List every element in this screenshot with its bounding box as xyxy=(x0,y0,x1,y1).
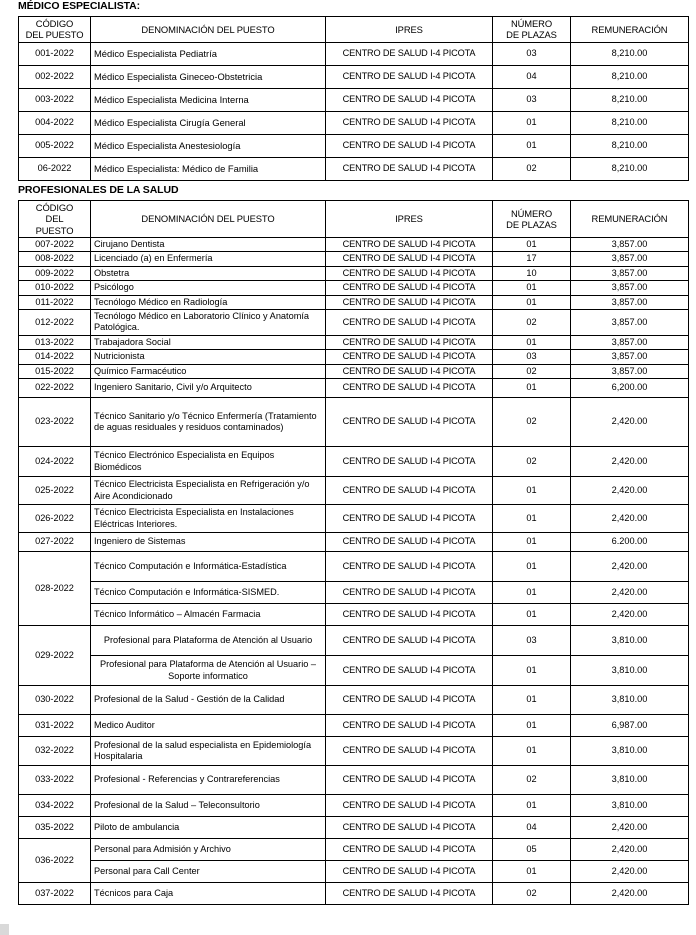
table-row xyxy=(19,737,689,766)
cell-plazas: 01 xyxy=(493,737,571,766)
header-codigo-line1: CÓDIGO xyxy=(35,201,74,213)
cell-remuneracion: 2,420.00 xyxy=(571,817,689,839)
header-codigo-line1: CÓDIGO xyxy=(35,18,74,29)
cell-codigo: 015-2022 xyxy=(19,364,91,378)
header-row xyxy=(19,200,689,237)
cell-denominacion: Obstetra xyxy=(91,266,326,280)
table-row xyxy=(19,477,689,505)
cell-remuneracion: 2,420.00 xyxy=(571,839,689,861)
table-row xyxy=(19,505,689,533)
cell-ipres: CENTRO DE SALUD I-4 PICOTA xyxy=(326,447,493,477)
cell-ipres: CENTRO DE SALUD I-4 PICOTA xyxy=(326,111,493,134)
cell-ipres: CENTRO DE SALUD I-4 PICOTA xyxy=(326,795,493,817)
cell-denominacion: Médico Especialista Cirugía General xyxy=(91,111,326,134)
header-denominacion: DENOMINACIÓN DEL PUESTO xyxy=(91,200,326,237)
cell-codigo: 009-2022 xyxy=(19,266,91,280)
table-row xyxy=(19,766,689,795)
cell-remuneracion: 3,857.00 xyxy=(571,238,689,252)
header-numero-line2: DE PLAZAS xyxy=(506,29,557,41)
table-row xyxy=(19,533,689,552)
table-row xyxy=(19,281,689,295)
cell-codigo: 014-2022 xyxy=(19,350,91,364)
cell-ipres: CENTRO DE SALUD I-4 PICOTA xyxy=(326,715,493,737)
table-body-medico-especialista xyxy=(19,42,689,180)
header-codigo-line2: DEL PUESTO xyxy=(25,29,84,41)
cell-plazas: 01 xyxy=(493,686,571,715)
cell-remuneracion: 3,857.00 xyxy=(571,335,689,349)
header-numero-line1: NÚMERO xyxy=(510,18,553,29)
header-codigo-line3: PUESTO xyxy=(35,224,74,236)
table-row xyxy=(19,715,689,737)
cell-ipres: CENTRO DE SALUD I-4 PICOTA xyxy=(326,379,493,398)
table-row xyxy=(19,582,689,604)
cell-plazas: 02 xyxy=(493,447,571,477)
table-row xyxy=(19,398,689,447)
cell-ipres: CENTRO DE SALUD I-4 PICOTA xyxy=(326,626,493,656)
cell-ipres: CENTRO DE SALUD I-4 PICOTA xyxy=(326,477,493,505)
table-row xyxy=(19,310,689,336)
cell-remuneracion: 3,857.00 xyxy=(571,266,689,280)
header-numero-de-plazas xyxy=(493,17,571,43)
cell-plazas: 01 xyxy=(493,552,571,582)
cell-codigo: 032-2022 xyxy=(19,737,91,766)
cell-plazas: 04 xyxy=(493,65,571,88)
cell-plazas: 01 xyxy=(493,379,571,398)
cell-codigo: 008-2022 xyxy=(19,252,91,266)
cell-codigo: 003-2022 xyxy=(19,88,91,111)
cell-denominacion: Técnico Computación e Informática-Estadística xyxy=(91,552,326,582)
table-header-medico-especialista xyxy=(19,17,689,43)
cell-plazas: 01 xyxy=(493,533,571,552)
table-row xyxy=(19,883,689,905)
table-row xyxy=(19,656,689,686)
cell-ipres: CENTRO DE SALUD I-4 PICOTA xyxy=(326,398,493,447)
cell-remuneracion: 2,420.00 xyxy=(571,505,689,533)
cell-denominacion: Piloto de ambulancia xyxy=(91,817,326,839)
cell-remuneracion: 3,810.00 xyxy=(571,686,689,715)
cell-ipres: CENTRO DE SALUD I-4 PICOTA xyxy=(326,552,493,582)
cell-codigo: 030-2022 xyxy=(19,686,91,715)
cell-remuneracion: 3,857.00 xyxy=(571,281,689,295)
cell-denominacion: Licenciado (a) en Enfermería xyxy=(91,252,326,266)
cell-remuneracion: 2,420.00 xyxy=(571,552,689,582)
section-title-medico-especialista: MÉDICO ESPECIALISTA: xyxy=(18,0,141,12)
cell-ipres: CENTRO DE SALUD I-4 PICOTA xyxy=(326,350,493,364)
cell-remuneracion: 3,857.00 xyxy=(571,350,689,364)
cell-plazas: 01 xyxy=(493,295,571,309)
cell-codigo: 026-2022 xyxy=(19,505,91,533)
cell-plazas: 01 xyxy=(493,656,571,686)
cell-denominacion: Químico Farmacéutico xyxy=(91,364,326,378)
cell-plazas: 02 xyxy=(493,310,571,336)
table-row xyxy=(19,626,689,656)
cell-plazas: 01 xyxy=(493,111,571,134)
table-header-profesionales-de-la-salud xyxy=(19,200,689,237)
cell-ipres: CENTRO DE SALUD I-4 PICOTA xyxy=(326,582,493,604)
cell-remuneracion: 3,810.00 xyxy=(571,626,689,656)
table-row xyxy=(19,295,689,309)
cell-plazas: 03 xyxy=(493,350,571,364)
cell-denominacion: Técnico Sanitario y/o Técnico Enfermería (Tratamiento de aguas residuales y residuos contaminados) xyxy=(91,398,326,447)
cell-plazas: 01 xyxy=(493,861,571,883)
cell-remuneracion: 3,810.00 xyxy=(571,795,689,817)
cell-denominacion: Psicólogo xyxy=(91,281,326,295)
cell-ipres: CENTRO DE SALUD I-4 PICOTA xyxy=(326,861,493,883)
table-row xyxy=(19,157,689,180)
cell-ipres: CENTRO DE SALUD I-4 PICOTA xyxy=(326,295,493,309)
table-row xyxy=(19,379,689,398)
cell-denominacion: Tecnólogo Médico en Radiología xyxy=(91,295,326,309)
table-wrapper-profesionales-de-la-salud xyxy=(0,200,696,905)
cell-remuneracion: 3,857.00 xyxy=(571,295,689,309)
cell-ipres: CENTRO DE SALUD I-4 PICOTA xyxy=(326,505,493,533)
cell-remuneracion: 2,420.00 xyxy=(571,398,689,447)
cell-codigo: 005-2022 xyxy=(19,134,91,157)
cell-plazas: 03 xyxy=(493,626,571,656)
table-row xyxy=(19,42,689,65)
cell-plazas: 01 xyxy=(493,505,571,533)
cell-denominacion: Ingeniero Sanitario, Civil y/o Arquitecto xyxy=(91,379,326,398)
cell-remuneracion: 8,210.00 xyxy=(571,88,689,111)
cell-plazas: 05 xyxy=(493,839,571,861)
table-row xyxy=(19,839,689,861)
cell-denominacion: Profesional para Plataforma de Atención al Usuario xyxy=(91,626,326,656)
cell-ipres: CENTRO DE SALUD I-4 PICOTA xyxy=(326,817,493,839)
cell-ipres: CENTRO DE SALUD I-4 PICOTA xyxy=(326,134,493,157)
header-remuneracion: REMUNERACIÓN xyxy=(571,17,689,43)
cell-denominacion: Personal para Admisión y Archivo xyxy=(91,839,326,861)
table-profesionales-de-la-salud xyxy=(18,200,689,905)
table-row xyxy=(19,552,689,582)
cell-ipres: CENTRO DE SALUD I-4 PICOTA xyxy=(326,839,493,861)
cell-denominacion: Cirujano Dentista xyxy=(91,238,326,252)
table-row xyxy=(19,350,689,364)
table-row xyxy=(19,238,689,252)
cell-codigo: 033-2022 xyxy=(19,766,91,795)
cell-ipres: CENTRO DE SALUD I-4 PICOTA xyxy=(326,310,493,336)
cell-ipres: CENTRO DE SALUD I-4 PICOTA xyxy=(326,88,493,111)
cell-denominacion: Técnicos para Caja xyxy=(91,883,326,905)
cell-remuneracion: 3,857.00 xyxy=(571,310,689,336)
header-remuneracion: REMUNERACIÓN xyxy=(571,200,689,237)
cell-ipres: CENTRO DE SALUD I-4 PICOTA xyxy=(326,686,493,715)
cell-remuneracion: 3,857.00 xyxy=(571,364,689,378)
cell-remuneracion: 6.200.00 xyxy=(571,533,689,552)
header-codigo-del-puesto xyxy=(19,17,91,43)
cell-codigo: 022-2022 xyxy=(19,379,91,398)
header-denominacion: DENOMINACIÓN DEL PUESTO xyxy=(91,17,326,43)
header-row xyxy=(19,17,689,43)
table-medico-especialista xyxy=(18,16,689,181)
cell-plazas: 01 xyxy=(493,335,571,349)
table-row xyxy=(19,364,689,378)
cell-plazas: 02 xyxy=(493,364,571,378)
cell-plazas: 10 xyxy=(493,266,571,280)
header-codigo-del-puesto xyxy=(19,200,91,237)
table-row xyxy=(19,686,689,715)
table-row xyxy=(19,88,689,111)
cell-plazas: 01 xyxy=(493,134,571,157)
header-numero-de-plazas xyxy=(493,200,571,237)
table-row xyxy=(19,134,689,157)
cell-codigo: 037-2022 xyxy=(19,883,91,905)
cell-denominacion: Médico Especialista: Médico de Familia xyxy=(91,157,326,180)
cell-ipres: CENTRO DE SALUD I-4 PICOTA xyxy=(326,364,493,378)
cell-remuneracion: 6,200.00 xyxy=(571,379,689,398)
cell-remuneracion: 8,210.00 xyxy=(571,111,689,134)
cell-denominacion: Técnico Electrónico Especialista en Equipos Biomédicos xyxy=(91,447,326,477)
cell-ipres: CENTRO DE SALUD I-4 PICOTA xyxy=(326,252,493,266)
cell-ipres: CENTRO DE SALUD I-4 PICOTA xyxy=(326,266,493,280)
table-row xyxy=(19,65,689,88)
cell-plazas: 02 xyxy=(493,766,571,795)
cell-denominacion: Profesional de la Salud – Teleconsultorio xyxy=(91,795,326,817)
cell-codigo: 010-2022 xyxy=(19,281,91,295)
cell-denominacion: Tecnólogo Médico en Laboratorio Clínico y Anatomía Patológica. xyxy=(91,310,326,336)
cell-denominacion: Profesional de la Salud - Gestión de la Calidad xyxy=(91,686,326,715)
cell-codigo: 004-2022 xyxy=(19,111,91,134)
header-numero-line2: DE PLAZAS xyxy=(506,218,557,230)
header-ipres: IPRES xyxy=(326,17,493,43)
cell-plazas: 01 xyxy=(493,604,571,626)
cell-codigo: 035-2022 xyxy=(19,817,91,839)
header-codigo-line2: DEL xyxy=(45,213,64,225)
cell-remuneracion: 8,210.00 xyxy=(571,134,689,157)
cell-denominacion: Ingeniero de Sistemas xyxy=(91,533,326,552)
cell-remuneracion: 2,420.00 xyxy=(571,582,689,604)
cell-plazas: 02 xyxy=(493,883,571,905)
cell-denominacion: Médico Especialista Anestesiología xyxy=(91,134,326,157)
cell-ipres: CENTRO DE SALUD I-4 PICOTA xyxy=(326,335,493,349)
cell-plazas: 02 xyxy=(493,398,571,447)
cell-remuneracion: 8,210.00 xyxy=(571,42,689,65)
table-row xyxy=(19,795,689,817)
cell-plazas: 03 xyxy=(493,88,571,111)
cell-codigo: 002-2022 xyxy=(19,65,91,88)
table-row xyxy=(19,111,689,134)
cell-denominacion: Profesional para Plataforma de Atención al Usuario – Soporte informatico xyxy=(91,656,326,686)
cell-codigo: 023-2022 xyxy=(19,398,91,447)
cell-codigo: 06-2022 xyxy=(19,157,91,180)
cell-codigo: 034-2022 xyxy=(19,795,91,817)
cell-remuneracion: 3,857.00 xyxy=(571,252,689,266)
cell-remuneracion: 2,420.00 xyxy=(571,861,689,883)
cell-codigo-merged: 029-2022 xyxy=(19,626,91,686)
table-row xyxy=(19,447,689,477)
cell-denominacion: Nutricionista xyxy=(91,350,326,364)
cell-ipres: CENTRO DE SALUD I-4 PICOTA xyxy=(326,883,493,905)
cell-codigo-merged: 036-2022 xyxy=(19,839,91,883)
cell-remuneracion: 6,987.00 xyxy=(571,715,689,737)
cell-remuneracion: 8,210.00 xyxy=(571,157,689,180)
cell-denominacion: Personal para Call Center xyxy=(91,861,326,883)
cell-denominacion: Trabajadora Social xyxy=(91,335,326,349)
cell-denominacion: Médico Especialista Gineceo-Obstetricia xyxy=(91,65,326,88)
cell-plazas: 17 xyxy=(493,252,571,266)
cell-plazas: 01 xyxy=(493,795,571,817)
cell-denominacion: Técnico Electricista Especialista en Instalaciones Eléctricas Interiores. xyxy=(91,505,326,533)
cell-remuneracion: 3,810.00 xyxy=(571,656,689,686)
cell-plazas: 01 xyxy=(493,582,571,604)
cell-plazas: 04 xyxy=(493,817,571,839)
cell-remuneracion: 2,420.00 xyxy=(571,883,689,905)
cell-ipres: CENTRO DE SALUD I-4 PICOTA xyxy=(326,238,493,252)
cell-ipres: CENTRO DE SALUD I-4 PICOTA xyxy=(326,604,493,626)
cell-codigo: 012-2022 xyxy=(19,310,91,336)
cell-denominacion: Técnico Informático – Almacén Farmacia xyxy=(91,604,326,626)
cell-plazas: 01 xyxy=(493,281,571,295)
cell-denominacion: Profesional de la salud especialista en Epidemiología Hospitalaria xyxy=(91,737,326,766)
table-body-profesionales-de-la-salud xyxy=(19,238,689,905)
cell-denominacion: Médico Especialista Medicina Interna xyxy=(91,88,326,111)
cell-remuneracion: 2,420.00 xyxy=(571,477,689,505)
cell-ipres: CENTRO DE SALUD I-4 PICOTA xyxy=(326,737,493,766)
cell-denominacion: Técnico Electricista Especialista en Refrigeración y/o Aire Acondicionado xyxy=(91,477,326,505)
cell-codigo: 001-2022 xyxy=(19,42,91,65)
cell-codigo: 027-2022 xyxy=(19,533,91,552)
table-row xyxy=(19,817,689,839)
cell-codigo: 031-2022 xyxy=(19,715,91,737)
cell-denominacion: Técnico Computación e Informática-SISMED. xyxy=(91,582,326,604)
cell-codigo: 007-2022 xyxy=(19,238,91,252)
cell-ipres: CENTRO DE SALUD I-4 PICOTA xyxy=(326,533,493,552)
cell-codigo: 025-2022 xyxy=(19,477,91,505)
cell-plazas: 01 xyxy=(493,477,571,505)
cell-denominacion: Profesional - Referencias y Contrareferencias xyxy=(91,766,326,795)
cell-denominacion: Medico Auditor xyxy=(91,715,326,737)
cell-ipres: CENTRO DE SALUD I-4 PICOTA xyxy=(326,656,493,686)
cell-denominacion: Médico Especialista Pediatría xyxy=(91,42,326,65)
cell-ipres: CENTRO DE SALUD I-4 PICOTA xyxy=(326,766,493,795)
table-row xyxy=(19,266,689,280)
cell-codigo: 011-2022 xyxy=(19,295,91,309)
header-ipres: IPRES xyxy=(326,200,493,237)
page-corner-marker xyxy=(0,924,9,935)
cell-plazas: 03 xyxy=(493,42,571,65)
cell-remuneracion: 2,420.00 xyxy=(571,447,689,477)
cell-remuneracion: 8,210.00 xyxy=(571,65,689,88)
cell-remuneracion: 2,420.00 xyxy=(571,604,689,626)
cell-plazas: 02 xyxy=(493,157,571,180)
table-row xyxy=(19,604,689,626)
cell-codigo-merged: 028-2022 xyxy=(19,552,91,626)
table-row xyxy=(19,252,689,266)
cell-ipres: CENTRO DE SALUD I-4 PICOTA xyxy=(326,42,493,65)
cell-codigo: 013-2022 xyxy=(19,335,91,349)
section-title-profesionales-de-la-salud: PROFESIONALES DE LA SALUD xyxy=(18,183,179,196)
header-numero-line1: NÚMERO xyxy=(510,207,553,219)
cell-remuneracion: 3,810.00 xyxy=(571,737,689,766)
table-row xyxy=(19,861,689,883)
cell-codigo: 024-2022 xyxy=(19,447,91,477)
cell-remuneracion: 3,810.00 xyxy=(571,766,689,795)
cell-plazas: 01 xyxy=(493,715,571,737)
cell-plazas: 01 xyxy=(493,238,571,252)
cell-ipres: CENTRO DE SALUD I-4 PICOTA xyxy=(326,157,493,180)
table-wrapper-medico-especialista xyxy=(0,16,696,181)
cell-ipres: CENTRO DE SALUD I-4 PICOTA xyxy=(326,65,493,88)
table-row xyxy=(19,335,689,349)
cell-ipres: CENTRO DE SALUD I-4 PICOTA xyxy=(326,281,493,295)
